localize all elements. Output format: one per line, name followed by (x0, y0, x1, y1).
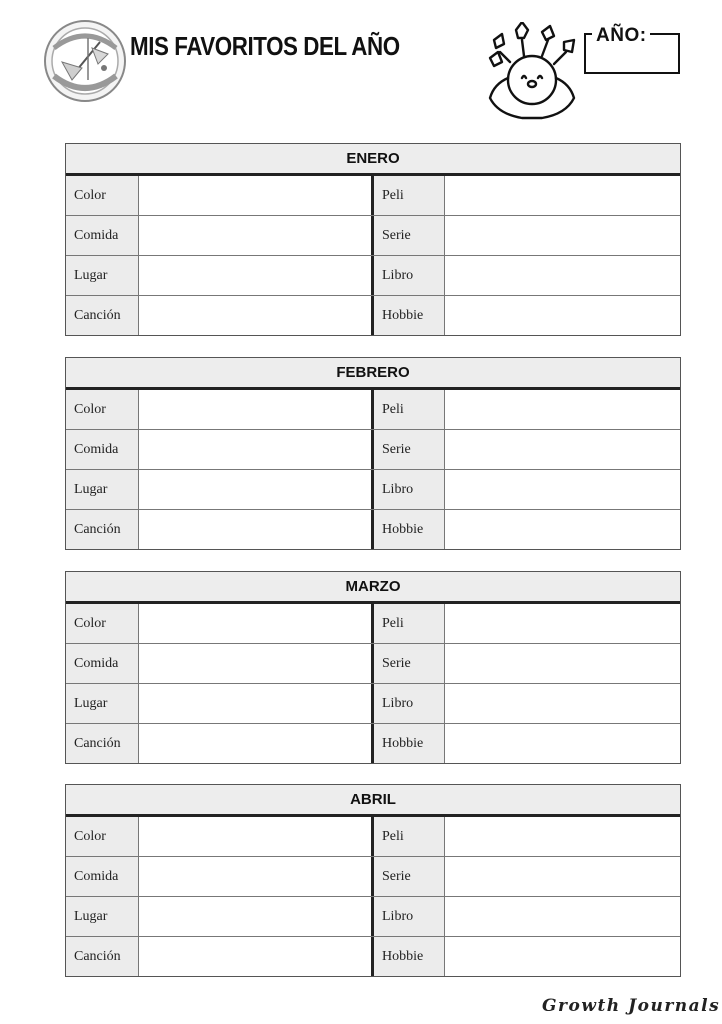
field-input-peli[interactable] (445, 390, 680, 429)
field-input-hobbie[interactable] (445, 724, 680, 763)
field-label-cancion: Canción (66, 296, 139, 335)
table-row (66, 509, 680, 549)
field-input-libro[interactable] (445, 470, 680, 509)
month-header: ABRIL (66, 785, 680, 817)
field-label-libro: Libro (374, 256, 445, 295)
month-section-marzo (65, 571, 681, 764)
table-row (66, 469, 680, 509)
field-input-hobbie[interactable] (445, 510, 680, 549)
table-row (66, 295, 680, 335)
year-label: AÑO: (596, 25, 647, 46)
field-input-hobbie[interactable] (445, 296, 680, 335)
field-label-color: Color (66, 817, 139, 856)
field-input-peli[interactable] (445, 604, 680, 643)
field-input-lugar[interactable] (139, 470, 374, 509)
month-grid (66, 604, 680, 763)
field-input-comida[interactable] (139, 216, 374, 255)
field-input-comida[interactable] (139, 430, 374, 469)
table-row (66, 429, 680, 469)
field-label-peli: Peli (374, 817, 445, 856)
field-label-cancion: Canción (66, 510, 139, 549)
month-header: FEBRERO (66, 358, 680, 390)
journal-logo-icon (42, 18, 128, 104)
page-title: MIS FAVORITOS DEL AÑO (130, 31, 400, 61)
field-input-cancion[interactable] (139, 724, 374, 763)
field-label-lugar: Lugar (66, 470, 139, 509)
field-input-libro[interactable] (445, 256, 680, 295)
field-input-hobbie[interactable] (445, 937, 680, 976)
table-row (66, 255, 680, 295)
field-label-comida: Comida (66, 216, 139, 255)
field-input-lugar[interactable] (139, 684, 374, 723)
field-label-hobbie: Hobbie (374, 937, 445, 976)
field-label-serie: Serie (374, 216, 445, 255)
month-grid (66, 176, 680, 335)
table-row (66, 604, 680, 643)
table-row (66, 896, 680, 936)
month-section-abril (65, 784, 681, 977)
month-grid (66, 390, 680, 549)
happy-sun-mascot-icon (482, 22, 582, 126)
field-label-libro: Libro (374, 470, 445, 509)
month-header: ENERO (66, 144, 680, 176)
field-input-cancion[interactable] (139, 937, 374, 976)
field-label-hobbie: Hobbie (374, 724, 445, 763)
field-label-color: Color (66, 176, 139, 215)
field-input-libro[interactable] (445, 684, 680, 723)
field-label-cancion: Canción (66, 724, 139, 763)
field-input-lugar[interactable] (139, 897, 374, 936)
month-section-febrero (65, 357, 681, 550)
field-label-color: Color (66, 604, 139, 643)
field-input-serie[interactable] (445, 644, 680, 683)
field-label-cancion: Canción (66, 937, 139, 976)
field-input-comida[interactable] (139, 857, 374, 896)
field-label-peli: Peli (374, 604, 445, 643)
table-row (66, 176, 680, 215)
field-input-cancion[interactable] (139, 296, 374, 335)
field-input-serie[interactable] (445, 216, 680, 255)
table-row (66, 856, 680, 896)
field-label-comida: Comida (66, 857, 139, 896)
table-row (66, 723, 680, 763)
field-input-color[interactable] (139, 604, 374, 643)
field-label-peli: Peli (374, 390, 445, 429)
field-label-libro: Libro (374, 897, 445, 936)
month-grid (66, 817, 680, 976)
field-input-serie[interactable] (445, 430, 680, 469)
month-header: MARZO (66, 572, 680, 604)
field-label-lugar: Lugar (66, 684, 139, 723)
field-label-serie: Serie (374, 857, 445, 896)
field-input-serie[interactable] (445, 857, 680, 896)
field-input-peli[interactable] (445, 176, 680, 215)
table-row (66, 683, 680, 723)
field-input-color[interactable] (139, 817, 374, 856)
field-input-libro[interactable] (445, 897, 680, 936)
year-input-box[interactable] (584, 35, 680, 74)
month-section-enero (65, 143, 681, 336)
table-row (66, 936, 680, 976)
field-label-hobbie: Hobbie (374, 296, 445, 335)
field-label-serie: Serie (374, 644, 445, 683)
field-input-comida[interactable] (139, 644, 374, 683)
field-label-comida: Comida (66, 644, 139, 683)
table-row (66, 390, 680, 429)
field-input-lugar[interactable] (139, 256, 374, 295)
table-row (66, 643, 680, 683)
field-label-libro: Libro (374, 684, 445, 723)
field-label-peli: Peli (374, 176, 445, 215)
field-label-serie: Serie (374, 430, 445, 469)
field-input-peli[interactable] (445, 817, 680, 856)
field-input-cancion[interactable] (139, 510, 374, 549)
field-input-color[interactable] (139, 176, 374, 215)
field-label-hobbie: Hobbie (374, 510, 445, 549)
footer-brand: Growth Journals (542, 996, 721, 1016)
field-label-color: Color (66, 390, 139, 429)
field-label-lugar: Lugar (66, 256, 139, 295)
table-row (66, 215, 680, 255)
table-row (66, 817, 680, 856)
field-label-comida: Comida (66, 430, 139, 469)
field-input-color[interactable] (139, 390, 374, 429)
field-label-lugar: Lugar (66, 897, 139, 936)
